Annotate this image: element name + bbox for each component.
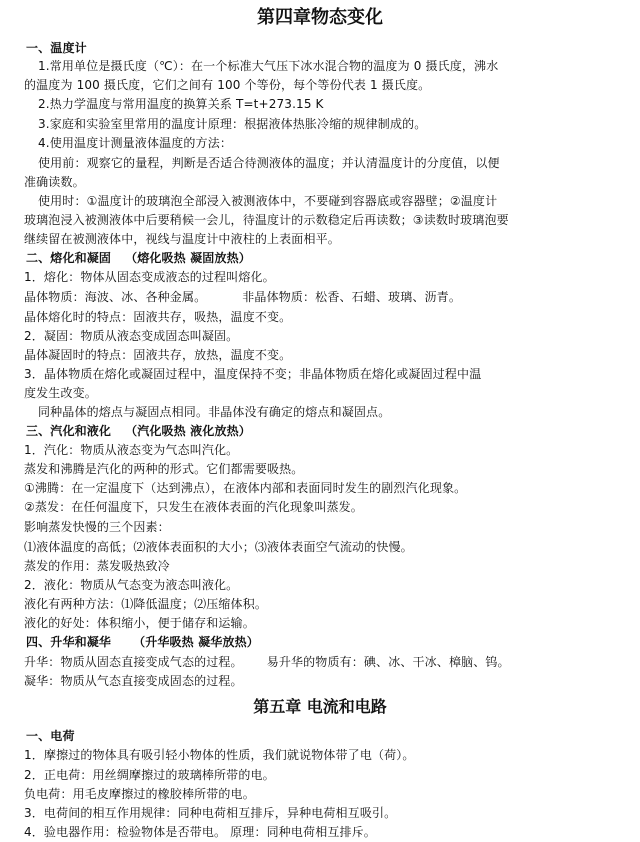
section-heading-text: 四、升华和凝华 xyxy=(26,635,112,649)
chapter-5-title: 第五章 电流和电路 xyxy=(253,697,387,716)
paragraph-line: 1.常用单位是摄氏度（℃）：在一个标准大气压下冰水混合物的温度为 0 摄氏度，沸水 xyxy=(38,59,499,73)
sublimation-examples: 易升华的物质有：碘、冰、干冰、樟脑、钨。 xyxy=(266,655,510,669)
section-heading-note: （升华吸热 凝华放热） xyxy=(133,635,259,649)
paragraph-line: 玻璃泡浸入被测液体中后要稍候一会儿，待温度计的示数稳定后再读数；③读数时玻璃泡要 xyxy=(24,213,509,227)
paragraph-line: 蒸发的作用：蒸发吸热致冷 xyxy=(24,559,170,573)
paragraph-line xyxy=(24,654,510,670)
amorphous-examples: 非晶体物质：松香、石蜡、玻璃、沥青。 xyxy=(242,290,461,304)
paragraph-line: 3．电荷间的相互作用规律：同种电荷相互排斥，异种电荷相互吸引。 xyxy=(24,806,397,820)
section-heading-sublimation xyxy=(26,634,259,650)
paragraph-line: 使用时：①温度计的玻璃泡全部浸入被测液体中，不要碰到容器底或容器壁；②温度计 xyxy=(38,194,498,208)
paragraph-line: 度发生改变。 xyxy=(24,386,97,400)
paragraph-line: 2．凝固：物质从液态变成固态叫凝固。 xyxy=(24,329,239,343)
paragraph-line: 1．熔化：物体从固态变成液态的过程叫熔化。 xyxy=(24,270,275,284)
section-heading-melting xyxy=(26,250,251,266)
paragraph-line: 准确读数。 xyxy=(24,175,85,189)
paragraph-line: ①沸腾：在一定温度下（达到沸点），在液体内部和表面同时发生的剧烈汽化现象。 xyxy=(24,481,467,495)
section-heading-vaporization xyxy=(26,423,251,439)
paragraph-line: 1．摩擦过的物体具有吸引轻小物体的性质，我们就说物体带了电（荷）。 xyxy=(24,748,415,762)
paragraph-line: ⑴液体温度的高低；⑵液体表面积的大小；⑶液体表面空气流动的快慢。 xyxy=(24,540,413,554)
paragraph-line: ②蒸发：在任何温度下，只发生在液体表面的汽化现象叫蒸发。 xyxy=(24,500,363,514)
paragraph-line: 晶体熔化时的特点：固液共存，吸热，温度不变。 xyxy=(24,310,292,324)
paragraph-line: 负电荷：用毛皮摩擦过的橡胶棒所带的电。 xyxy=(24,787,255,801)
paragraph-line: 1．汽化：物质从液态变为气态叫汽化。 xyxy=(24,443,239,457)
section-heading-thermometer: 一、温度计 xyxy=(26,41,87,55)
crystal-examples: 晶体物质：海波、冰、各种金属。 xyxy=(24,290,207,304)
paragraph-line: 3．晶体物质在熔化或凝固过程中，温度保持不变；非晶体物质在熔化或凝固过程中温 xyxy=(24,367,482,381)
paragraph-line: 影响蒸发快慢的三个因素： xyxy=(24,520,170,534)
paragraph-line: 继续留在被测液体中，视线与温度计中液柱的上表面相平。 xyxy=(24,232,340,246)
paragraph-line: 使用前：观察它的量程，判断是否适合待测液体的温度；并认清温度计的分度值，以便 xyxy=(38,156,500,170)
paragraph-line: 2．液化：物质从气态变为液态叫液化。 xyxy=(24,578,239,592)
paragraph-line: 4．验电器作用：检验物体是否带电。 原理：同种电荷相互排斥。 xyxy=(24,825,376,839)
paragraph-line: 同种晶体的熔点与凝固点相同。非晶体没有确定的熔点和凝固点。 xyxy=(38,405,391,419)
paragraph-line: 的温度为 100 摄氏度，它们之间有 100 个等份，每个等份代表 1 摄氏度。 xyxy=(24,78,431,92)
paragraph-line: 3.家庭和实验室里常用的温度计原理：根据液体热胀冷缩的规律制成的。 xyxy=(38,117,427,131)
paragraph-line: 蒸发和沸腾是汽化的两种的形式。它们都需要吸热。 xyxy=(24,462,304,476)
chapter-4-title: 第四章物态变化 xyxy=(257,7,383,28)
paragraph-line: 液化的好处：体积缩小，便于储存和运输。 xyxy=(24,616,255,630)
paragraph-line: 2.热力学温度与常用温度的换算关系 T=t+273.15 K xyxy=(38,97,324,111)
paragraph-line: 凝华：物质从气态直接变成固态的过程。 xyxy=(24,674,243,688)
paragraph-line: 4.使用温度计测量液体温度的方法： xyxy=(38,136,233,150)
paragraph-line: 2．正电荷：用丝绸摩擦过的玻璃棒所带的电。 xyxy=(24,768,275,782)
section-heading-note: （汽化吸热 液化放热） xyxy=(125,424,251,438)
section-heading-note: （熔化吸热 凝固放热） xyxy=(125,251,251,265)
section-heading-text: 二、熔化和凝固 xyxy=(26,251,112,265)
section-heading-text: 三、汽化和液化 xyxy=(26,424,112,438)
paragraph-line: 晶体凝固时的特点：固液共存，放热，温度不变。 xyxy=(24,348,292,362)
paragraph-line: 液化有两种方法：⑴降低温度；⑵压缩体积。 xyxy=(24,597,268,611)
paragraph-line xyxy=(24,289,461,305)
sublimation-definition: 升华：物质从固态直接变成气态的过程。 xyxy=(24,655,243,669)
section-heading-charge: 一、电荷 xyxy=(26,729,75,743)
